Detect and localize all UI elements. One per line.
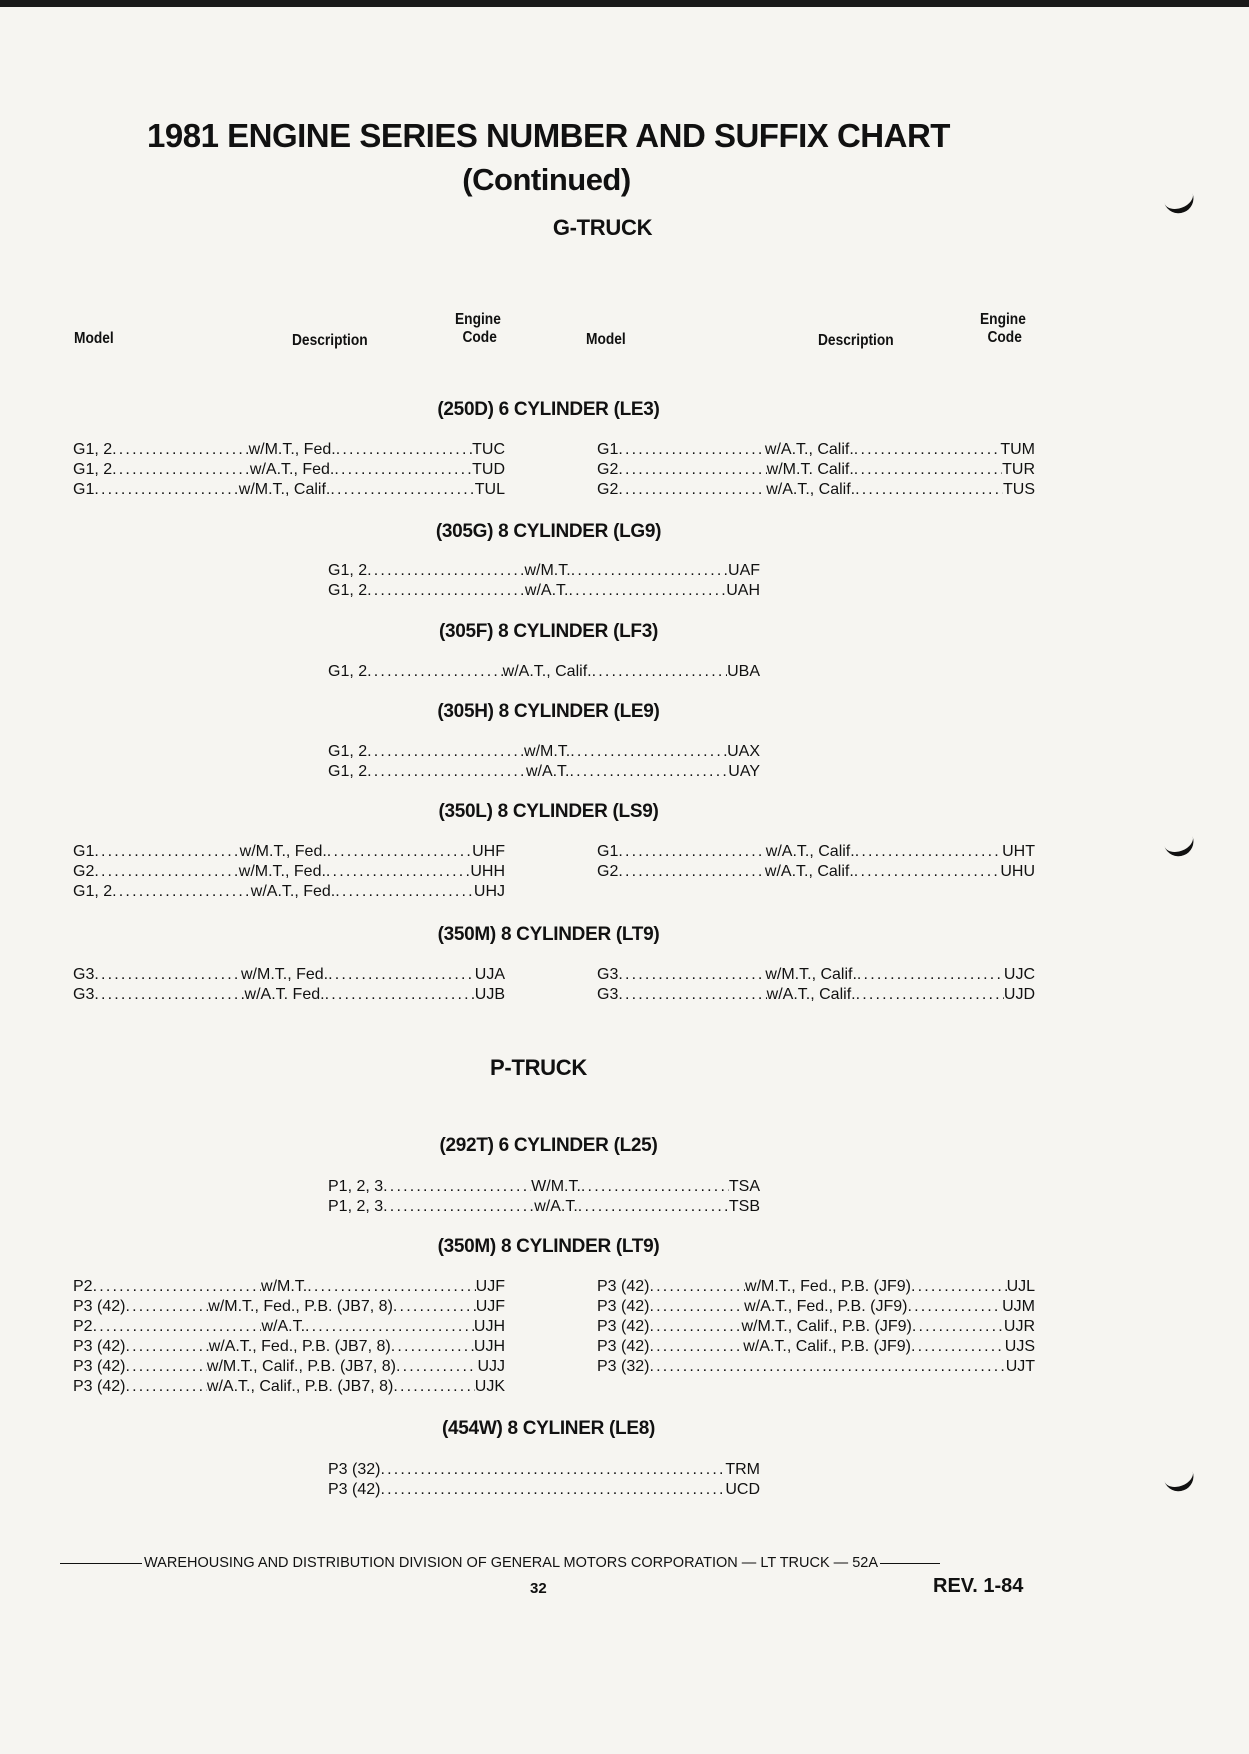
model-cell: P3 (42) [328, 1481, 381, 1498]
description-cell: w/A.T., Calif. [766, 481, 856, 498]
model-cell: G1, 2 [73, 441, 113, 458]
revision-label: REV. 1-84 [933, 1575, 1024, 1597]
table-row [73, 1337, 505, 1357]
table-row [73, 460, 505, 480]
description-cell: w/M.T. [524, 743, 571, 760]
description-cell: w/M.T. Calif. [766, 461, 854, 478]
model-cell: P3 (32) [328, 1461, 381, 1478]
description-cell: w/M.T., Fed., P.B. (JB7, 8) [208, 1298, 393, 1315]
description-cell: w/A.T., Calif. [502, 663, 592, 680]
model-cell: P3 (42) [73, 1338, 126, 1355]
engine-code-cell: UHJ [473, 883, 505, 900]
description-cell: w/M.T., Calif. [765, 966, 857, 983]
model-cell: G1 [73, 843, 95, 860]
description-cell: w/A.T., Fed. [249, 461, 335, 478]
binder-hole-mark [1162, 1466, 1197, 1496]
description-cell: w/M.T., Fed. [248, 441, 336, 458]
engine-code-cell: TUL [474, 481, 505, 498]
engine-code-cell: UJC [1003, 966, 1035, 983]
model-cell: G1, 2 [328, 562, 368, 579]
engine-code-cell: UAX [727, 743, 760, 760]
model-cell: P3 (42) [73, 1358, 126, 1375]
model-cell: G1, 2 [328, 663, 368, 680]
model-cell: G3 [73, 966, 95, 983]
table-row [597, 1297, 1035, 1317]
header-description-left: Description [292, 332, 368, 349]
model-cell: G2 [73, 863, 95, 880]
table-row [597, 440, 1035, 460]
engine-code-cell: UJS [1004, 1338, 1035, 1355]
engine-code-cell: UJF [475, 1298, 505, 1315]
model-cell: G1, 2 [73, 461, 113, 478]
engine-code-cell: TSB [728, 1198, 760, 1215]
table-row [73, 1377, 505, 1397]
header-engine-code-left [455, 311, 501, 347]
table-row [328, 662, 760, 682]
description-cell: w/M.T. [261, 1278, 308, 1295]
table-row [597, 965, 1035, 985]
table-row [73, 842, 505, 862]
footer-rule-right [880, 1563, 940, 1564]
engine-code-cell: TUR [1002, 461, 1035, 478]
engine-code-cell: UBA [727, 663, 760, 680]
description-cell: w/M.T., Calif., P.B. (JB7, 8) [206, 1358, 396, 1375]
page-subtitle: (Continued) [462, 162, 631, 197]
page-number: 32 [530, 1580, 547, 1597]
description-cell: w/M.T., Fed. [241, 966, 329, 983]
model-cell: G1, 2 [73, 883, 113, 900]
engine-code-cell: UJD [1003, 986, 1035, 1003]
model-cell: G1 [597, 441, 619, 458]
model-cell: G3 [73, 986, 95, 1003]
header-description-right: Description [818, 332, 894, 349]
engine-code-cell: UJL [1006, 1278, 1035, 1295]
cylinder-heading: (292T) 6 CYLINDER (L25) [439, 1135, 658, 1156]
model-cell: P3 (42) [73, 1378, 126, 1395]
model-cell: P3 (42) [597, 1278, 650, 1295]
model-cell: G3 [597, 986, 619, 1003]
engine-code-cell: UJT [1005, 1358, 1035, 1375]
table-row [73, 1277, 505, 1297]
description-cell: w/A.T. Fed. [244, 986, 325, 1003]
model-cell: G1, 2 [328, 582, 368, 599]
engine-code-cell: UJJ [477, 1358, 505, 1375]
cylinder-heading: (350L) 8 CYLINDER (LS9) [438, 801, 659, 822]
table-row [328, 1460, 760, 1480]
model-cell: G1, 2 [328, 763, 368, 780]
model-cell: P3 (42) [597, 1298, 650, 1315]
description-cell: w/M.T., Fed. [238, 863, 326, 880]
binder-hole-mark [1162, 831, 1197, 861]
header-code-label: Code [462, 329, 497, 346]
model-cell: G3 [597, 966, 619, 983]
cylinder-heading: (250D) 6 CYLINDER (LE3) [437, 399, 660, 420]
table-row [73, 1357, 505, 1377]
description-cell: w/A.T., Calif. [766, 986, 856, 1003]
model-cell: P3 (32) [597, 1358, 650, 1375]
table-row [597, 842, 1035, 862]
engine-code-cell: UAH [726, 582, 760, 599]
header-model-left: Model [74, 330, 114, 347]
model-cell: P3 (42) [73, 1298, 126, 1315]
model-cell: P2 [73, 1318, 93, 1335]
engine-code-cell: TUS [1003, 481, 1035, 498]
table-row [328, 1177, 760, 1197]
header-code-label: Code [987, 329, 1022, 346]
description-cell: w/A.T., Fed., P.B. (JF9) [744, 1298, 908, 1315]
description-cell: w/A.T., Fed. [250, 883, 336, 900]
cylinder-heading: (350M) 8 CYLINDER (LT9) [437, 924, 660, 945]
description-cell: w/A.T., Calif. [765, 843, 855, 860]
table-row [328, 742, 760, 762]
model-cell: P3 (42) [597, 1318, 650, 1335]
footer-rule-left [60, 1563, 142, 1564]
engine-code-cell: UHT [1002, 843, 1035, 860]
engine-code-cell: UJM [1002, 1298, 1035, 1315]
description-cell: w/M.T., Fed., P.B. (JF9) [745, 1278, 911, 1295]
cylinder-heading: (454W) 8 CYLINER (LE8) [442, 1418, 655, 1439]
model-cell: P1, 2, 3 [328, 1198, 384, 1215]
table-row [73, 965, 505, 985]
table-row [328, 1480, 760, 1500]
table-row [328, 561, 760, 581]
description-cell: w/M.T., Calif., P.B. (JF9) [741, 1318, 912, 1335]
model-cell: G1 [73, 481, 95, 498]
description-cell: w/M.T., Fed. [239, 843, 327, 860]
engine-code-cell: TUC [472, 441, 505, 458]
engine-code-cell: UJH [473, 1318, 505, 1335]
section-heading-p-truck: P-TRUCK [490, 1055, 587, 1080]
model-cell: G2 [597, 863, 619, 880]
cylinder-heading: (305F) 8 CYLINDER (LF3) [438, 621, 658, 642]
table-row [73, 480, 505, 500]
header-engine-label: Engine [455, 311, 501, 328]
engine-code-cell: UHU [1000, 863, 1035, 880]
description-cell: w/A.T. [524, 582, 569, 599]
table-row [597, 460, 1035, 480]
header-engine-label: Engine [980, 311, 1026, 328]
cylinder-heading: (305G) 8 CYLINDER (LG9) [435, 521, 662, 542]
description-cell: w/M.T. [524, 562, 571, 579]
description-cell: w/A.T. [261, 1318, 306, 1335]
page-title: 1981 ENGINE SERIES NUMBER AND SUFFIX CHART [147, 117, 950, 154]
header-model-right: Model [586, 331, 626, 348]
cylinder-heading: (305H) 8 CYLINDER (LE9) [437, 701, 660, 722]
table-row [73, 440, 505, 460]
engine-code-cell: UJF [475, 1278, 505, 1295]
table-row [73, 882, 505, 902]
top-border [0, 0, 1249, 7]
cylinder-heading: (350M) 8 CYLINDER (LT9) [437, 1236, 660, 1257]
table-row [597, 480, 1035, 500]
model-cell: P2 [73, 1278, 93, 1295]
table-row [328, 762, 760, 782]
model-cell: G1 [597, 843, 619, 860]
table-row [73, 1317, 505, 1337]
description-cell: w/A.T., Calif., P.B. (JB7, 8) [206, 1378, 394, 1395]
engine-code-cell: UHH [470, 863, 505, 880]
header-engine-code-right [980, 311, 1026, 347]
model-cell: G2 [597, 461, 619, 478]
table-row [73, 1297, 505, 1317]
description-cell: w/A.T. [525, 763, 570, 780]
footer [60, 1555, 940, 1571]
engine-code-cell: TUD [472, 461, 505, 478]
description-cell: w/A.T., Calif. [764, 441, 854, 458]
engine-code-cell: UJB [474, 986, 505, 1003]
engine-code-cell: UJK [474, 1378, 505, 1395]
table-row [328, 1197, 760, 1217]
engine-code-cell: UAY [728, 763, 760, 780]
model-cell: G2 [597, 481, 619, 498]
description-cell: w/A.T. [534, 1198, 578, 1215]
description-cell: W/M.T. [531, 1178, 581, 1195]
model-cell: P3 (42) [597, 1338, 650, 1355]
engine-code-cell: TUM [1000, 441, 1035, 458]
description-cell: w/A.T., Fed., P.B. (JB7, 8) [208, 1338, 391, 1355]
description-cell: w/A.T., Calif., P.B. (JF9) [743, 1338, 911, 1355]
engine-code-cell: UAF [728, 562, 760, 579]
engine-code-cell: UJR [1003, 1318, 1035, 1335]
description-cell: w/A.T., Calif. [764, 863, 854, 880]
section-heading-g-truck: G-TRUCK [552, 215, 653, 240]
engine-code-cell: UCD [725, 1481, 760, 1498]
description-cell: w/M.T., Calif. [238, 481, 331, 498]
table-row [73, 985, 505, 1005]
engine-code-cell: TRM [725, 1461, 760, 1478]
table-row [597, 1277, 1035, 1297]
footer-text: WAREHOUSING AND DISTRIBUTION DIVISION OF GENERAL MOTORS CORPORATION — LT TRUCK — 52A [144, 1555, 878, 1571]
table-row [597, 1337, 1035, 1357]
table-row [597, 985, 1035, 1005]
model-cell: G1, 2 [328, 743, 368, 760]
engine-code-cell: UJH [473, 1338, 505, 1355]
table-row [597, 1357, 1035, 1377]
table-row [597, 862, 1035, 882]
table-row [597, 1317, 1035, 1337]
engine-code-cell: UJA [474, 966, 505, 983]
engine-code-cell: TSA [728, 1178, 760, 1195]
engine-code-cell: UHF [472, 843, 505, 860]
table-row [73, 862, 505, 882]
model-cell: P1, 2, 3 [328, 1178, 384, 1195]
table-row [328, 581, 760, 601]
